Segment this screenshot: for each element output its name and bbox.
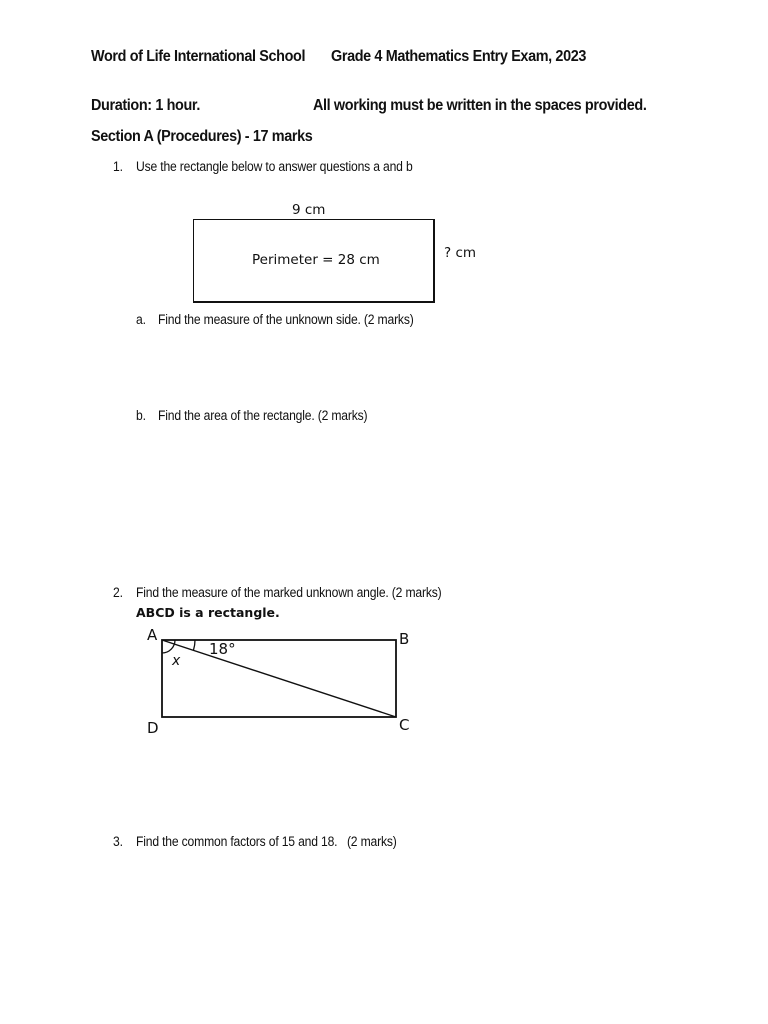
q2-figure-caption: ABCD is a rectangle.	[136, 605, 280, 620]
q2-vertex-a: A	[147, 626, 158, 644]
q1b-letter: b.	[136, 408, 146, 423]
school-name: Word of Life International School	[91, 48, 306, 65]
q1a-letter: a.	[136, 312, 146, 327]
q2-vertex-d: D	[147, 719, 159, 737]
q1-number: 1.	[113, 159, 123, 174]
q2-diagonal	[162, 640, 396, 717]
q1-figure-side-label: ? cm	[444, 245, 477, 261]
q2-vertex-b: B	[399, 630, 410, 648]
q1-figure-top-label: 9 cm	[292, 202, 326, 218]
exam-duration: Duration: 1 hour.	[91, 97, 200, 114]
q2-vertex-c: C	[399, 716, 410, 734]
q2-unknown-label: x	[172, 653, 181, 669]
q3-number: 3.	[113, 834, 123, 849]
q2-text: Find the measure of the marked unknown angle. (2 marks)	[136, 585, 442, 600]
section-heading: Section A (Procedures) - 17 marks	[91, 128, 313, 145]
exam-title: Grade 4 Mathematics Entry Exam, 2023	[331, 48, 587, 65]
q2-angle-label: 18°	[209, 640, 236, 658]
q3-text: Find the common factors of 15 and 18. (2 marks)	[136, 834, 397, 849]
q1a-text: Find the measure of the unknown side. (2 marks)	[158, 312, 414, 327]
q1-text: Use the rectangle below to answer questions a and b	[136, 159, 413, 174]
exam-instruction: All working must be written in the spaces provided.	[313, 97, 647, 114]
q1b-text: Find the area of the rectangle. (2 marks)	[158, 408, 368, 423]
q2-angle-arc-18	[194, 640, 196, 650]
q1-figure-perimeter-label: Perimeter = 28 cm	[252, 252, 380, 268]
q2-number: 2.	[113, 585, 123, 600]
